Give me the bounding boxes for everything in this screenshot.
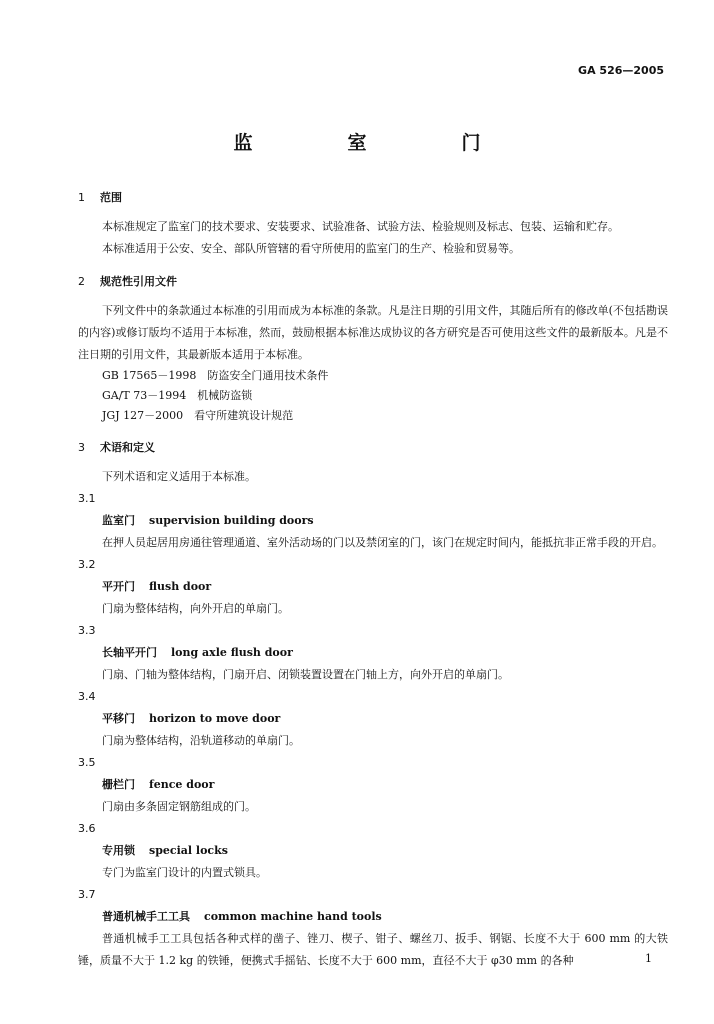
term-en: fence door xyxy=(149,778,215,791)
section-title: 规范性引用文件 xyxy=(100,275,177,288)
document-body xyxy=(78,186,668,972)
term-heading xyxy=(78,774,668,796)
term-definition: 在押人员起居用房通往管理通道、室外活动场的门以及禁闭室的门，该门在规定时间内，能抵抗非正常手段的开启。 xyxy=(102,536,663,549)
term-cn: 监室门 xyxy=(102,514,135,527)
term-en: flush door xyxy=(149,580,212,593)
term-heading xyxy=(78,906,668,928)
section-heading-terms xyxy=(78,436,668,460)
reference-item: GB 17565－1998 防盗安全门通用技术条件 xyxy=(102,369,329,382)
term-en: common machine hand tools xyxy=(204,910,382,923)
paragraph: 本标准适用于公安、安全、部队所管辖的看守所使用的监室门的生产、检验和贸易等。 xyxy=(102,242,520,255)
standard-code: GA 526—2005 xyxy=(578,64,664,77)
paragraph: 本标准规定了监室门的技术要求、安装要求、试验准备、试验方法、检验规则及标志、包装、运输和贮存。 xyxy=(102,220,619,233)
section-title: 术语和定义 xyxy=(100,441,155,454)
clause-number: 3.3 xyxy=(78,624,96,637)
term-definition: 门扇为整体结构，向外开启的单扇门。 xyxy=(102,602,289,615)
clause-number: 3.7 xyxy=(78,888,96,901)
term-definition: 门扇为整体结构，沿轨道移动的单扇门。 xyxy=(102,734,300,747)
page-number: 1 xyxy=(645,952,652,965)
clause-number: 3.5 xyxy=(78,756,96,769)
section-number: 2 xyxy=(78,275,85,288)
term-definition: 普通机械手工工具包括各种式样的凿子、锉刀、楔子、钳子、螺丝刀、扳手、钢锯、长度不大于 600 mm 的大铁锤，质量不大于 1.2 kg 的铁锤，便携式手摇钻、长度不大于 600 mm，直径不大于 φ30 mm 的各种 xyxy=(78,932,668,967)
term-en: special locks xyxy=(149,844,228,857)
term-definition: 门扇、门轴为整体结构，门扇开启、闭锁装置设置在门轴上方，向外开启的单扇门。 xyxy=(102,668,509,681)
term-definition: 门扇由多条固定钢筋组成的门。 xyxy=(102,800,256,813)
term-en: horizon to move door xyxy=(149,712,281,725)
term-en: supervision building doors xyxy=(149,514,314,527)
term-heading xyxy=(78,840,668,862)
reference-item: JGJ 127－2000 看守所建筑设计规范 xyxy=(102,409,294,422)
term-heading xyxy=(78,708,668,730)
term-cn: 普通机械手工工具 xyxy=(102,910,190,923)
clause-number: 3.6 xyxy=(78,822,96,835)
term-heading xyxy=(78,642,668,664)
term-definition: 专门为监室门设计的内置式锁具。 xyxy=(102,866,267,879)
term-cn: 专用锁 xyxy=(102,844,135,857)
term-cn: 平开门 xyxy=(102,580,135,593)
clause-number: 3.1 xyxy=(78,492,96,505)
section-heading-normative-references xyxy=(78,270,668,294)
section-number: 3 xyxy=(78,441,85,454)
term-en: long axle flush door xyxy=(171,646,293,659)
section-heading-scope xyxy=(78,186,668,210)
term-heading xyxy=(78,510,668,532)
clause-number: 3.4 xyxy=(78,690,96,703)
term-cn: 栅栏门 xyxy=(102,778,135,791)
reference-item: GA/T 73－1994 机械防盗锁 xyxy=(102,389,253,402)
paragraph: 下列文件中的条款通过本标准的引用而成为本标准的条款。凡是注日期的引用文件，其随后所有的修改单(不包括勘误的内容)或修订版均不适用于本标准，然而，鼓励根据本标准达成协议的各方研究是否可使用这些文件的最新版本。凡是不注日期的引用文件，其最新版本适用于本标准。 xyxy=(78,304,668,361)
page-title: 监 室 门 xyxy=(233,132,519,154)
term-heading xyxy=(78,576,668,598)
section-title: 范围 xyxy=(100,191,122,204)
term-cn: 平移门 xyxy=(102,712,135,725)
clause-number: 3.2 xyxy=(78,558,96,571)
section-number: 1 xyxy=(78,191,85,204)
paragraph: 下列术语和定义适用于本标准。 xyxy=(102,470,256,483)
term-cn: 长轴平开门 xyxy=(102,646,157,659)
